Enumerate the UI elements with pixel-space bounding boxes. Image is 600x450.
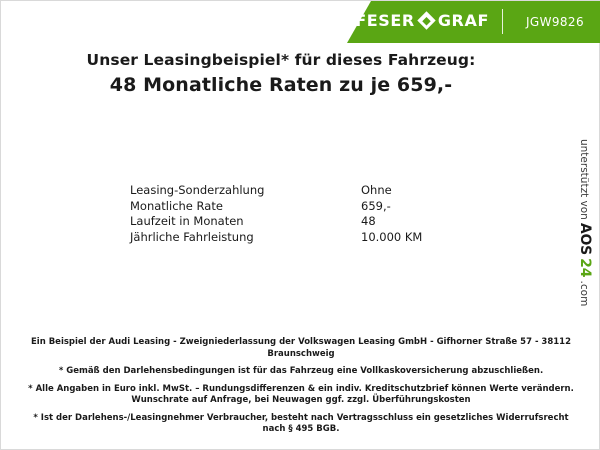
spec-value: 10.000 KM <box>361 229 423 244</box>
header-divider <box>502 9 503 34</box>
brand-logo <box>355 11 489 30</box>
leasing-spec-table <box>130 183 422 245</box>
footer-line-7: nach § 495 BGB. <box>262 424 340 434</box>
footer-line-4: * Alle Angaben in Euro inkl. MwSt. – Rundungsdifferenzen & ein indiv. Kreditschutzbrief können Werte verändern. <box>28 383 574 394</box>
aos-logo-accent: 24 <box>577 258 593 278</box>
title-line-primary: Unser Leasingbeispiel* für dieses Fahrzeug: <box>86 51 476 69</box>
spec-value: 659,- <box>361 198 391 213</box>
spec-label: Laufzeit in Monaten <box>130 214 244 228</box>
diamond-logo-icon <box>417 11 435 29</box>
brand-name-second: GRAF <box>437 11 489 30</box>
table-row <box>130 183 422 199</box>
footer-line-3: * Gemäß den Darlehensbedingungen ist für das Fahrzeug eine Vollkaskoversicherung abzuschließen. <box>58 366 544 376</box>
sponsor-prefix: unterstützt von <box>578 139 590 220</box>
table-row <box>130 214 422 230</box>
sponsor-credit <box>575 139 593 319</box>
footer-line-2: Braunschweig <box>267 348 335 359</box>
spec-label: Jährliche Fahrleistung <box>130 229 254 244</box>
title-line-secondary: 48 Monatliche Raten zu je 659,- <box>109 74 453 96</box>
spec-value: 48 <box>361 214 376 228</box>
table-row <box>130 199 422 215</box>
footer-legal-text <box>1 337 600 436</box>
footer-line-5: Wunschrate auf Anfrage, bei Neuwagen ggf. zzgl. Überführungskosten <box>131 395 471 405</box>
page-title <box>1 51 561 96</box>
footer-line-1: Ein Beispiel der Audi Leasing - Zweigniederlassung der Volkswagen Leasing GmbH - Gifhorner Straße 57 - 38112 <box>30 337 572 347</box>
footer-line-6: * Ist der Darlehens-/Leasingnehmer Verbraucher, besteht nach Vertragsschluss ein gesetzliches Widerrufsrecht <box>33 412 569 423</box>
spec-value: Ohne <box>361 183 392 197</box>
brand-name-first: FESER <box>355 11 415 30</box>
spec-label: Monatliche Rate <box>130 198 223 213</box>
spec-label: Leasing-Sonderzahlung <box>130 183 265 197</box>
vehicle-id-badge: JGW9826 <box>525 15 584 29</box>
aos-logo-suffix: .com <box>578 280 590 307</box>
aos-logo-text: AOS <box>577 222 593 256</box>
page-header <box>1 1 600 43</box>
table-row <box>130 230 422 246</box>
